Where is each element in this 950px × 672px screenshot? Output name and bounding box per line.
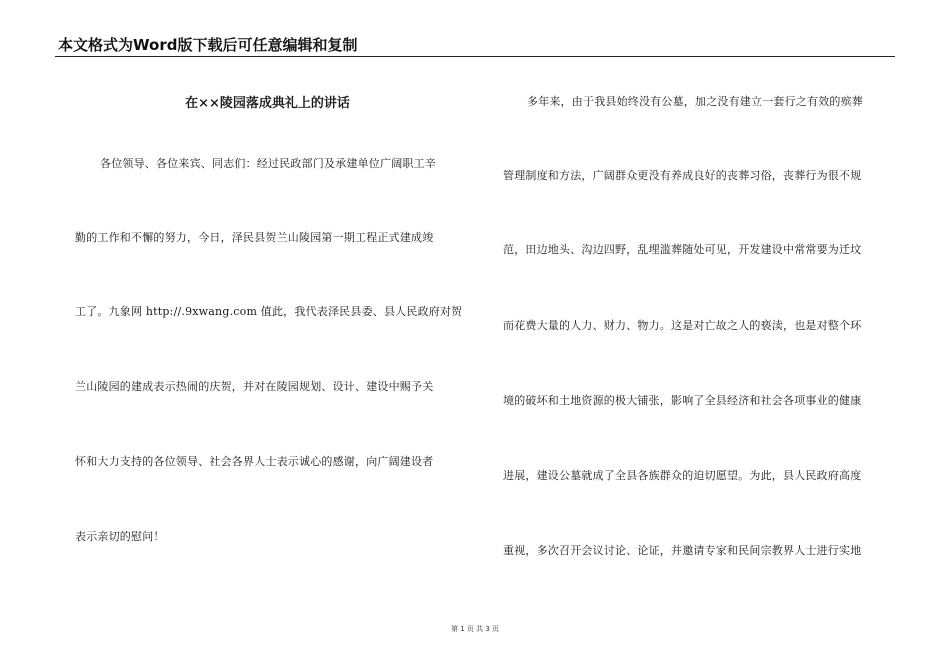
paragraph-line: 多年来，由于我县始终没有公墓，加之没有建立一套行之有效的殡葬 [527, 95, 863, 108]
paragraph-line: 勤的工作和不懈的努力，今日，泽民县贺兰山陵园第一期工程正式建成竣 [75, 231, 434, 244]
download-banner: 本文格式为Word版下载后可任意编辑和复制 [58, 36, 358, 54]
paragraph-line: 表示亲切的慰问！ [75, 530, 165, 543]
paragraph-line: 而花费大量的人力、财力、物力。这是对亡故之人的亵渎，也是对整个环 [503, 319, 862, 332]
paragraph-line: 管理制度和方法，广阔群众更没有养成良好的丧葬习俗，丧葬行为很不规 [503, 169, 862, 182]
paragraph-line: 工了。九象网 http://.9xwang.com 值此，我代表泽民县委、县人民政府对贺 [75, 305, 463, 318]
page-number: 第 1 页 共 3 页 [450, 625, 500, 633]
paragraph-line: 怀和大力支持的各位领导、社会各界人士表示诚心的感谢，向广阔建设者 [75, 455, 434, 468]
paragraph-line: 重视，多次召开会议讨论、论证，并邀请专家和民间宗教界人士进行实地 [503, 544, 862, 557]
paragraph-line: 范，田边地头、沟边四野，乱埋滥葬随处可见，开发建设中常常要为迁坟 [503, 243, 862, 256]
paragraph-line: 境的破坏和土地资源的极大铺张，影响了全县经济和社会各项事业的健康 [503, 394, 862, 407]
document-title: 在××陵园落成典礼上的讲话 [185, 96, 350, 111]
paragraph-line: 兰山陵园的建成表示热闹的庆贺，并对在陵园规划、设计、建设中赐予关 [75, 380, 434, 393]
paragraph-line: 进展，建设公墓就成了全县各族群众的迫切愿望。为此，县人民政府高度 [503, 469, 862, 482]
paragraph-line: 各位领导、各位来宾、同志们：经过民政部门及承建单位广阔职工辛 [100, 157, 436, 170]
banner-divider [55, 56, 895, 57]
